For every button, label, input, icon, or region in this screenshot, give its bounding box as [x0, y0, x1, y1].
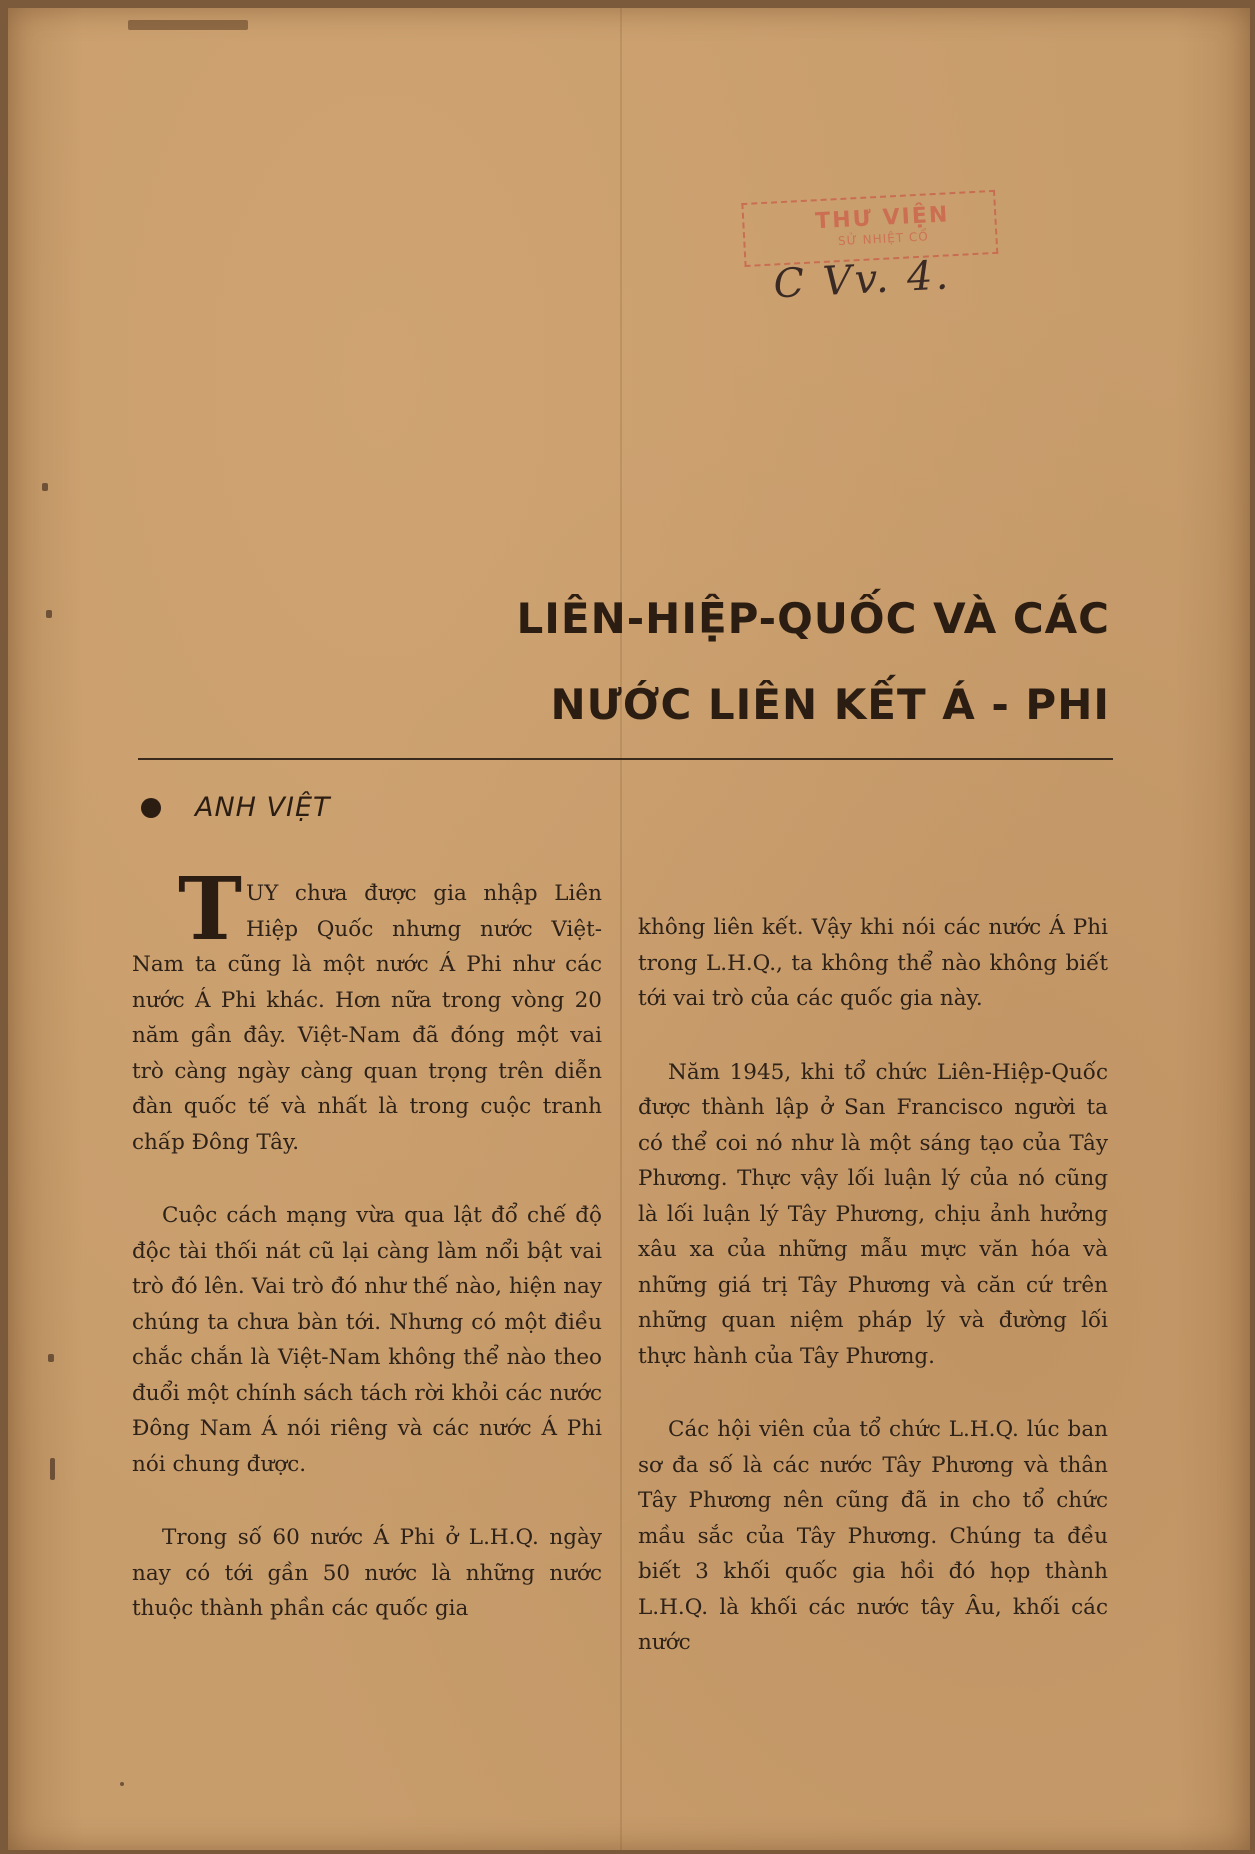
right-column — [638, 910, 1108, 1699]
paper-speck — [46, 610, 52, 618]
stamp-title: THƯ VIỆN — [814, 202, 950, 235]
paragraph: không liên kết. Vậy khi nói các nước Á Phi trong L.H.Q., ta không thể nào không biết tới vai trò của các quốc gia này. — [638, 915, 1108, 1011]
byline — [141, 792, 331, 823]
paper-speck — [50, 1458, 55, 1480]
paper-speck — [48, 1354, 54, 1362]
paragraph: Trong số 60 nước Á Phi ở L.H.Q. ngày nay có tới gần 50 nước là những nước thuộc thành phần các quốc gia — [132, 1525, 602, 1621]
bullet-icon — [141, 798, 161, 818]
left-column — [132, 859, 602, 1665]
tape-strip — [128, 20, 248, 30]
library-stamp — [741, 179, 1017, 323]
paragraph — [132, 859, 602, 1160]
paragraph: Các hội viên của tổ chức L.H.Q. lúc ban sơ đa số là các nước Tây Phương và thân Tây Phương nên cũng đã in cho tổ chức mầu sắc của Tây Phương. Chúng ta đều biết 3 khối quốc gia hồi đó họp thành L.H.Q. là khối các nước tây Âu, khối các nước — [638, 1417, 1108, 1655]
page-fold — [620, 8, 622, 1850]
title-divider — [138, 758, 1113, 760]
title-line-2: NƯỚC LIÊN KẾT Á - PHI — [550, 680, 1110, 729]
stamp-subtitle: SỬ NHIỆT CỔ — [837, 229, 930, 249]
paper-speck — [42, 483, 48, 491]
drop-cap: T — [178, 859, 242, 960]
paragraph: Năm 1945, khi tổ chức Liên-Hiệp-Quốc được thành lập ở San Francisco người ta có thể coi nó như là một sáng tạo của Tây Phương. Thực vậy lối luận lý của nó cũng là lối luận lý Tây Phương, chịu ảnh hưởng xâu xa của những mẫu mực văn hóa và những giá trị Tây Phương và căn cứ trên những quan niệm pháp lý và đường lối thực hành của Tây Phương. — [638, 1059, 1108, 1369]
paragraph: Cuộc cách mạng vừa qua lật đổ chế độ độc tài thối nát cũ lại càng làm nổi bật vai trò đó lên. Vai trò đó như thế nào, hiện nay chúng ta chưa bàn tới. Nhưng có một điều chắc chắn là Việt-Nam không thể nào theo đuổi một chính sách tách rời khỏi các nước Đông Nam Á nói riêng và các nước Á Phi nói chung được. — [132, 1203, 602, 1477]
paragraph-text: UY chưa được gia nhập Liên Hiệp Quốc nhưng nước Việt-Nam ta cũng là một nước Á Phi như các nước Á Phi khác. Hơn nữa trong vòng 20 năm gần đây. Việt-Nam đã đóng một vai trò càng ngày càng quan trọng trên diễn đàn quốc tế và nhất là trong cuộc tranh chấp Đông Tây. — [132, 881, 602, 1155]
title-line-1: LIÊN-HIỆP-QUỐC VÀ CÁC — [516, 594, 1110, 643]
call-number: C Vv. 4. — [772, 252, 953, 308]
author-name: ANH VIỆT — [195, 792, 331, 823]
article-title — [410, 576, 1110, 748]
paper-speck — [120, 1782, 124, 1786]
document-page — [8, 8, 1250, 1850]
